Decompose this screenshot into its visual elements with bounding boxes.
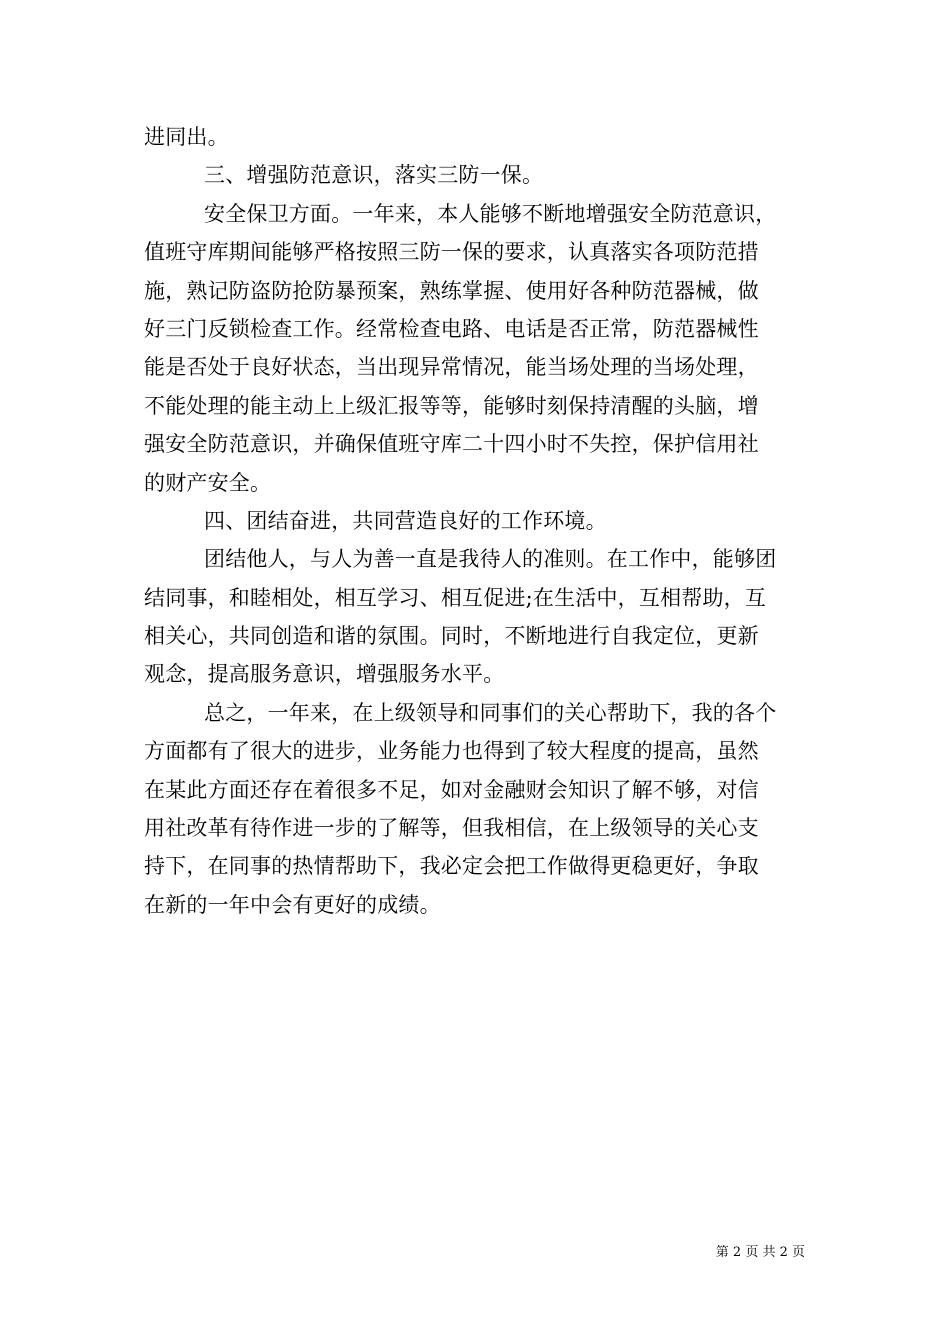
text-line: 团结他人，与人为善一直是我待人的准则。在工作中，能够团 — [204, 547, 777, 572]
text-line: 方面都有了很大的进步，业务能力也得到了较大程度的提高，虽然 — [144, 739, 759, 764]
text-line: 观念，提高服务意识，增强服务水平。 — [144, 662, 505, 687]
section-heading: 三、增强防范意识，落实三防一保。 — [204, 163, 544, 188]
document-body — [144, 118, 808, 924]
text-line: 进同出。 — [144, 125, 229, 149]
text-line: 用社改革有待作进一步的了解等，但我相信，在上级领导的关心支 — [144, 816, 759, 841]
page-number-footer: 第 2 页 共 2 页 — [715, 1245, 805, 1260]
text-line: 在新的一年中会有更好的成绩。 — [144, 892, 441, 917]
text-line: 总之，一年来，在上级领导和同事们的关心帮助下，我的各个 — [204, 700, 777, 725]
text-line: 在某此方面还存在着很多不足，如对金融财会知识了解不够，对信 — [144, 777, 759, 802]
text-line: 好三门反锁检查工作。经常检查电路、电话是否正常，防范器械性 — [144, 316, 759, 341]
section-heading: 四、团结奋进，共同营造良好的工作环境。 — [204, 508, 607, 533]
text-line: 相关心，共同创造和谐的氛围。同时，不断地进行自我定位，更新 — [144, 624, 759, 649]
text-line: 强安全防范意识，并确保值班守库二十四小时不失控，保护信用社 — [144, 432, 759, 457]
text-line: 能是否处于良好状态，当出现异常情况，能当场处理的当场处理， — [144, 355, 759, 380]
text-line: 持下，在同事的热情帮助下，我必定会把工作做得更稳更好，争取 — [144, 854, 759, 879]
text-line: 安全保卫方面。一年来，本人能够不断地增强安全防范意识， — [204, 201, 777, 226]
text-line: 值班守库期间能够严格按照三防一保的要求，认真落实各项防范措 — [144, 240, 759, 265]
text-line: 不能处理的能主动上上级汇报等等，能够时刻保持清醒的头脑，增 — [144, 393, 759, 418]
text-line: 结同事，和睦相处，相互学习、相互促进;在生活中，互相帮助，互 — [144, 585, 767, 610]
text-line: 的财产安全。 — [144, 470, 272, 495]
text-line: 施，熟记防盗防抢防暴预案，熟练掌握、使用好各种防范器械，做 — [144, 278, 759, 303]
